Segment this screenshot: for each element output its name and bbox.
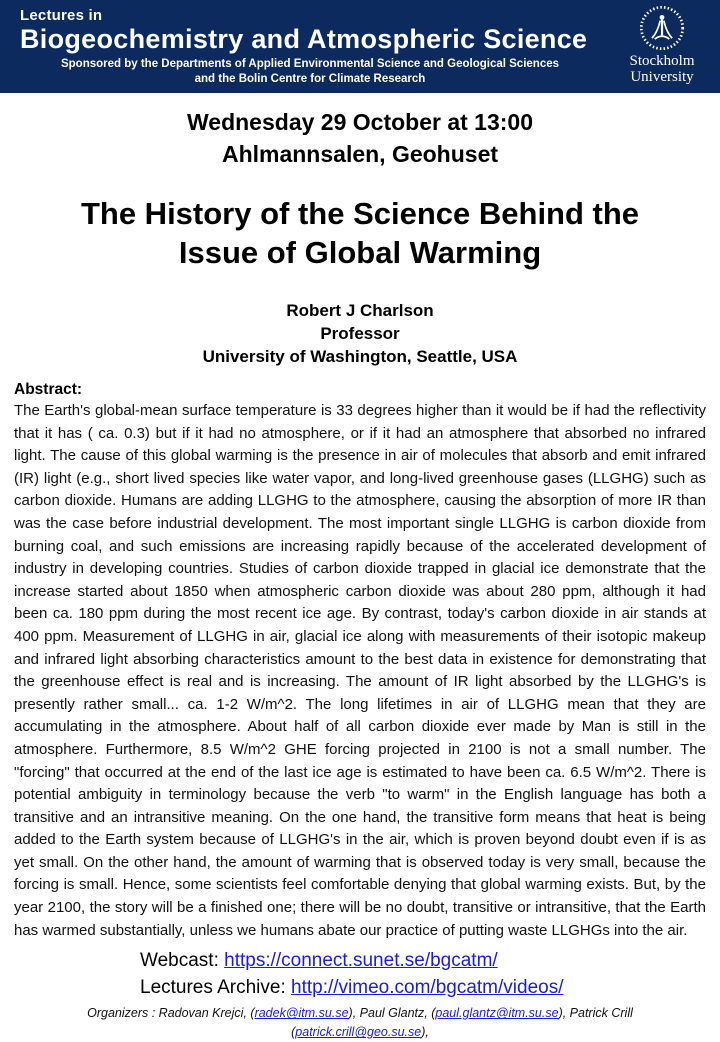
organizer-email-link-radek[interactable]: radek@itm.su.se [254,1006,349,1021]
university-name-line-1: Stockholm [629,53,695,69]
organizers-line-1 [0,1004,720,1023]
abstract-label: Abstract: [14,381,83,398]
organizer-email-link-paul[interactable]: paul.glantz@itm.su.se [435,1006,559,1021]
organizer-email-link-patrick[interactable]: patrick.crill@geo.su.se [295,1025,422,1040]
talk-title [0,194,720,272]
stockholm-university-emblem-icon [639,5,685,51]
organizers-line-2 [0,1023,720,1042]
talk-title-line-1: The History of the Science Behind the [80,196,640,231]
webcast-link[interactable]: https://connect.sunet.se/bgcatm/ [224,950,498,972]
organizers-text: ), [421,1025,429,1040]
organizers-text: Organizers : Radovan Krejci, ( [87,1006,255,1021]
archive-label: Lectures Archive: [140,977,292,999]
archive-link[interactable]: http://vimeo.com/bgcatm/videos/ [291,977,564,999]
archive-line [140,974,720,1001]
webcast-label: Webcast: [140,950,225,972]
abstract-text: The Earth's global-mean surface temperature is 33 degrees higher than it would be if had the reflectivity that it has ( ca. 0.3) but if it had no atmosphere, or if it had an atmosphere that absorbed no infrared light. The cause of this global warming is the presence in air of molecules that absorb and emit infrared (IR) light (e.g., short lived species like water vapor, and long-lived greenhouse gases (LLGHG) such as carbon dioxide. Humans are adding LLGHG to the atmosphere, causing the absorption of more IR than was the case before industrial development. The most important single LLGHG is carbon dioxide from burning coal, and such emissions are increasing rapidly because of the accelerated development of industry in developing countries. Studies of carbon dioxide trapped in glacial ice demonstrate that the increase started about 1850 when atmospheric carbon dioxide was about 280 ppm, although it had been ca. 180 ppm during the most recent ice age. By contrast, today's carbon dioxide in air stands at 400 ppm. Measurement of LLGHG in air, glacial ice along with measurements of their isotopic makeup and infrared light absorbing characteristics amount to the best data in existence for demonstrating that the greenhouse effect is real and is increasing. The amount of IR light absorbed by the LLGHG's is presently rather small... ca. 1-2 W/m^2. The long lifetimes in air of LLGHG mean that they are accumulating in the atmosphere. About half of all carbon dioxide ever made by Man is still in the atmosphere. Furthermore, 8.5 W/m^2 GHE forcing projected in 2100 is not a small number. The "forcing" that occurred at the end of the last ice age is estimated to have been ca. 6.5 W/m^2. There is potential ambiguity in terminology because the verb "to warm" in the English language has both a transitive and an intransitive meaning. On the one hand, the transitive form means that heat is being added to the Earth system because of LLGHG's in the air, which is proven beyond doubt even if is as yet small. On the other hand, the amount of warming that is observed today is very small, because the forcing is small. Hence, some scientists feel comfortable denying that global warming exists. But, by the year 2100, the story will be a finished one; there will be no doubt, transitive or intransitive, that the Earth has warmed substantially, unless we humans abate our practice of putting waste LLGHGs into the air. [14,402,706,939]
series-title: Biogeochemistry and Atmospheric Science [20,24,588,54]
abstract-section [14,379,706,942]
stockholm-university-logo [610,5,714,85]
organizers-text: ), Paul Glantz, ( [348,1006,436,1021]
webcast-line [140,947,720,974]
speaker-block [0,299,720,368]
organizers-text: ), Patrick Crill [558,1006,633,1021]
organizers-section [0,1004,720,1042]
event-venue: Ahlmannsalen, Geohuset [221,141,499,167]
organizers-text: ( [291,1025,296,1040]
event-details [0,106,720,170]
sponsor-line-1: Sponsored by the Departments of Applied Environmental Science and Geological Sciences [60,58,560,70]
university-name [610,53,714,85]
header-band [0,0,720,93]
series-label: Lectures in [20,7,103,24]
speaker-title: Professor [320,324,400,343]
sponsor-line-2: and the Bolin Centre for Climate Research [194,73,426,85]
event-datetime: Wednesday 29 October at 13:00 [187,109,533,135]
speaker-name: Robert J Charlson [286,301,434,320]
sponsor-text [0,57,620,87]
links-section [0,947,720,1001]
talk-title-line-2: Issue of Global Warming [178,235,542,270]
speaker-affiliation: University of Washington, Seattle, USA [202,347,518,366]
university-name-line-2: University [630,69,694,85]
